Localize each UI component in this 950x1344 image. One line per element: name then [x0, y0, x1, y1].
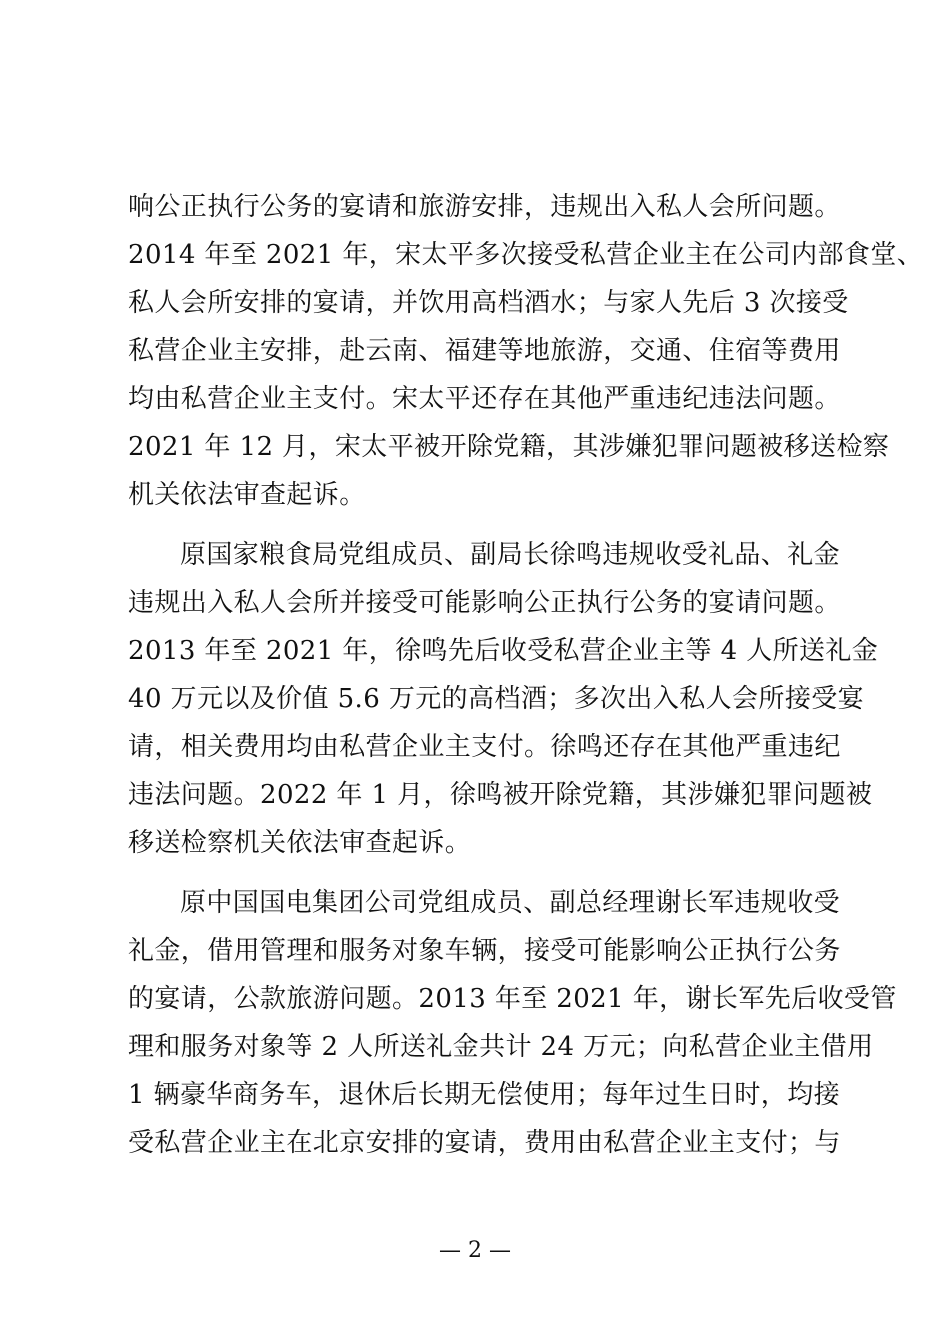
paragraph-first-line: 原中国国电集团公司党组成员、副总经理谢长军违规收受	[180, 888, 841, 918]
text-line: 违规出入私人会所并接受可能影响公正执行公务的宴请问题。	[128, 588, 841, 618]
text-line: 受私营企业主在北京安排的宴请，费用由私营企业主支付；与	[128, 1128, 841, 1158]
text-line: 礼金，借用管理和服务对象车辆，接受可能影响公正执行公务	[128, 936, 841, 966]
text-line: 2013 年至 2021 年，徐鸣先后收受私营企业主等 4 人所送礼金	[128, 636, 879, 666]
text-line: 响公正执行公务的宴请和旅游安排，违规出入私人会所问题。	[128, 192, 841, 222]
text-line: 私人会所安排的宴请，并饮用高档酒水；与家人先后 3 次接受	[128, 288, 849, 318]
text-line: 1 辆豪华商务车，退休后长期无偿使用；每年过生日时，均接	[128, 1080, 841, 1110]
text-line: 40 万元以及价值 5.6 万元的高档酒；多次出入私人会所接受宴	[128, 684, 865, 714]
text-line: 的宴请，公款旅游问题。2013 年至 2021 年，谢长军先后收受管	[128, 984, 897, 1014]
text-line: 均由私营企业主支付。宋太平还存在其他严重违纪违法问题。	[128, 384, 841, 414]
text-line: 2014 年至 2021 年，宋太平多次接受私营企业主在公司内部食堂、	[128, 240, 924, 270]
text-line: 机关依法审查起诉。	[128, 480, 366, 510]
text-line: 私营企业主安排，赴云南、福建等地旅游，交通、住宿等费用	[128, 336, 841, 366]
paragraph-first-line: 原国家粮食局党组成员、副局长徐鸣违规收受礼品、礼金	[180, 540, 841, 570]
text-line: 违法问题。2022 年 1 月，徐鸣被开除党籍，其涉嫌犯罪问题被	[128, 780, 873, 810]
body-text	[128, 183, 924, 1167]
text-line: 请，相关费用均由私营企业主支付。徐鸣还存在其他严重违纪	[128, 732, 841, 762]
text-line: 移送检察机关依法审查起诉。	[128, 828, 472, 858]
page-number: — 2 —	[439, 1238, 511, 1263]
text-line: 2021 年 12 月，宋太平被开除党籍，其涉嫌犯罪问题被移送检察	[128, 432, 890, 462]
text-line: 理和服务对象等 2 人所送礼金共计 24 万元；向私营企业主借用	[128, 1032, 874, 1062]
